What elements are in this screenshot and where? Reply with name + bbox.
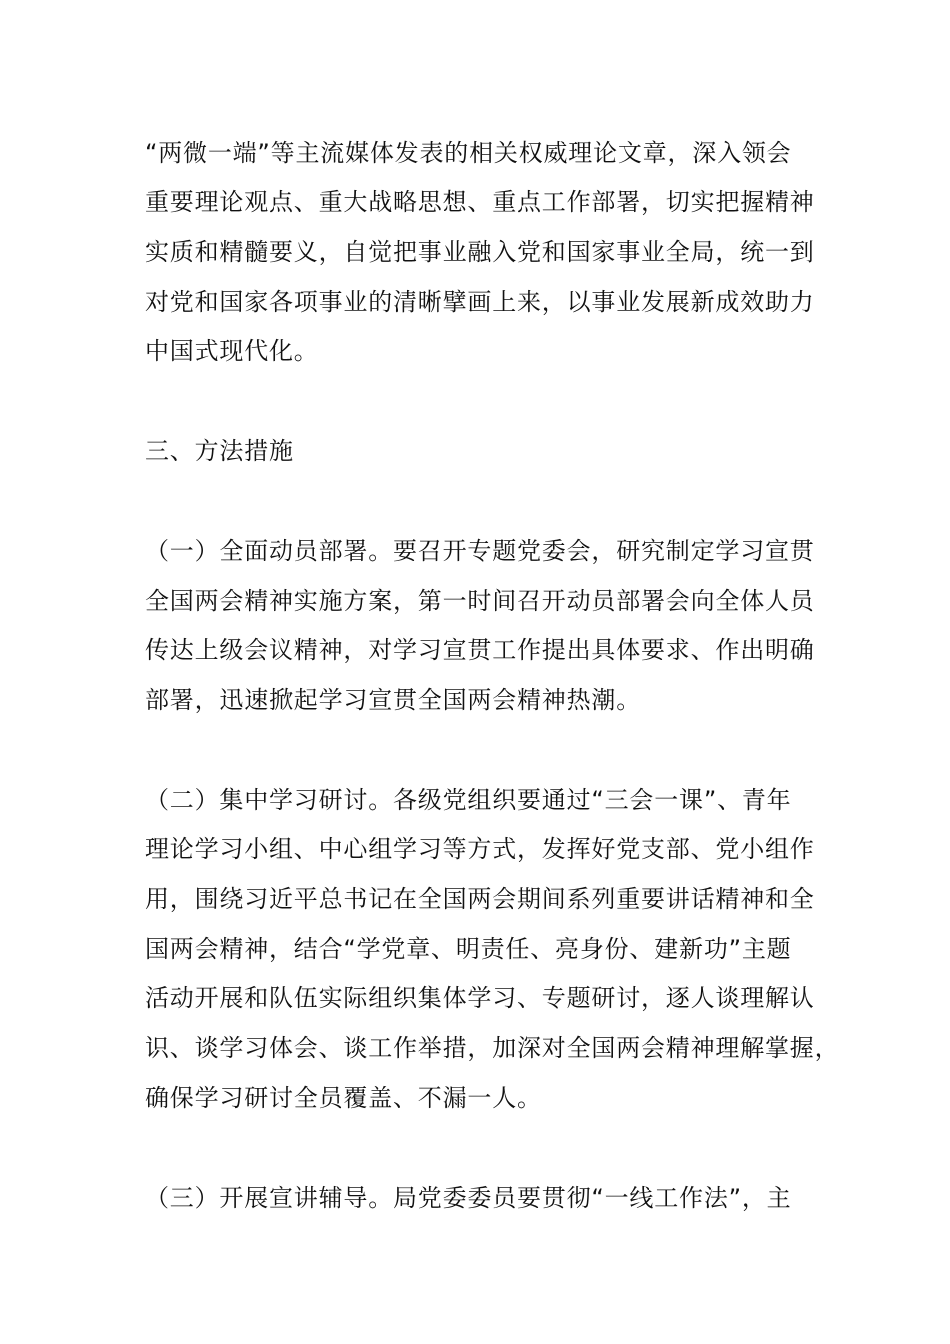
text-line: 理论学习小组、中心组学习等方式，发挥好党支部、党小组作 — [145, 835, 815, 863]
text-line: 实质和精髓要义，自觉把事业融入党和国家事业全局，统一到 — [145, 238, 815, 266]
text-line: 对党和国家各项事业的清晰擘画上来，以事业发展新成效助力 — [145, 288, 815, 316]
text-line: 重要理论观点、重大战略思想、重点工作部署，切实把握精神 — [145, 188, 815, 216]
text-line: “两微一端”等主流媒体发表的相关权威理论文章，深入领会 — [145, 139, 792, 167]
text-line: （一）全面动员部署。要召开专题党委会，研究制定学习宣贯 — [145, 537, 815, 565]
text-line: 识、谈学习体会、谈工作举措，加深对全国两会精神理解掌握， — [145, 1034, 840, 1062]
text-line: 国两会精神，结合“学党章、明责任、亮身份、建新功”主题 — [145, 935, 792, 963]
section-heading: 三、方法措施 — [145, 437, 294, 465]
text-line: 部署，迅速掀起学习宣贯全国两会精神热潮。 — [145, 686, 641, 714]
text-line: 活动开展和队伍实际组织集体学习、专题研讨，逐人谈理解认 — [145, 984, 815, 1012]
text-line: 中国式现代化。 — [145, 337, 319, 365]
text-line: 全国两会精神实施方案，第一时间召开动员部署会向全体人员 — [145, 587, 815, 615]
text-line: （三）开展宣讲辅导。局党委委员要贯彻“一线工作法”，主 — [145, 1184, 792, 1212]
text-line: 用，围绕习近平总书记在全国两会期间系列重要讲话精神和全 — [145, 885, 815, 913]
text-line: 确保学习研讨全员覆盖、不漏一人。 — [145, 1084, 542, 1112]
text-line: 传达上级会议精神，对学习宣贯工作提出具体要求、作出明确 — [145, 636, 815, 664]
text-line: （二）集中学习研讨。各级党组织要通过“三会一课”、青年 — [145, 786, 792, 814]
